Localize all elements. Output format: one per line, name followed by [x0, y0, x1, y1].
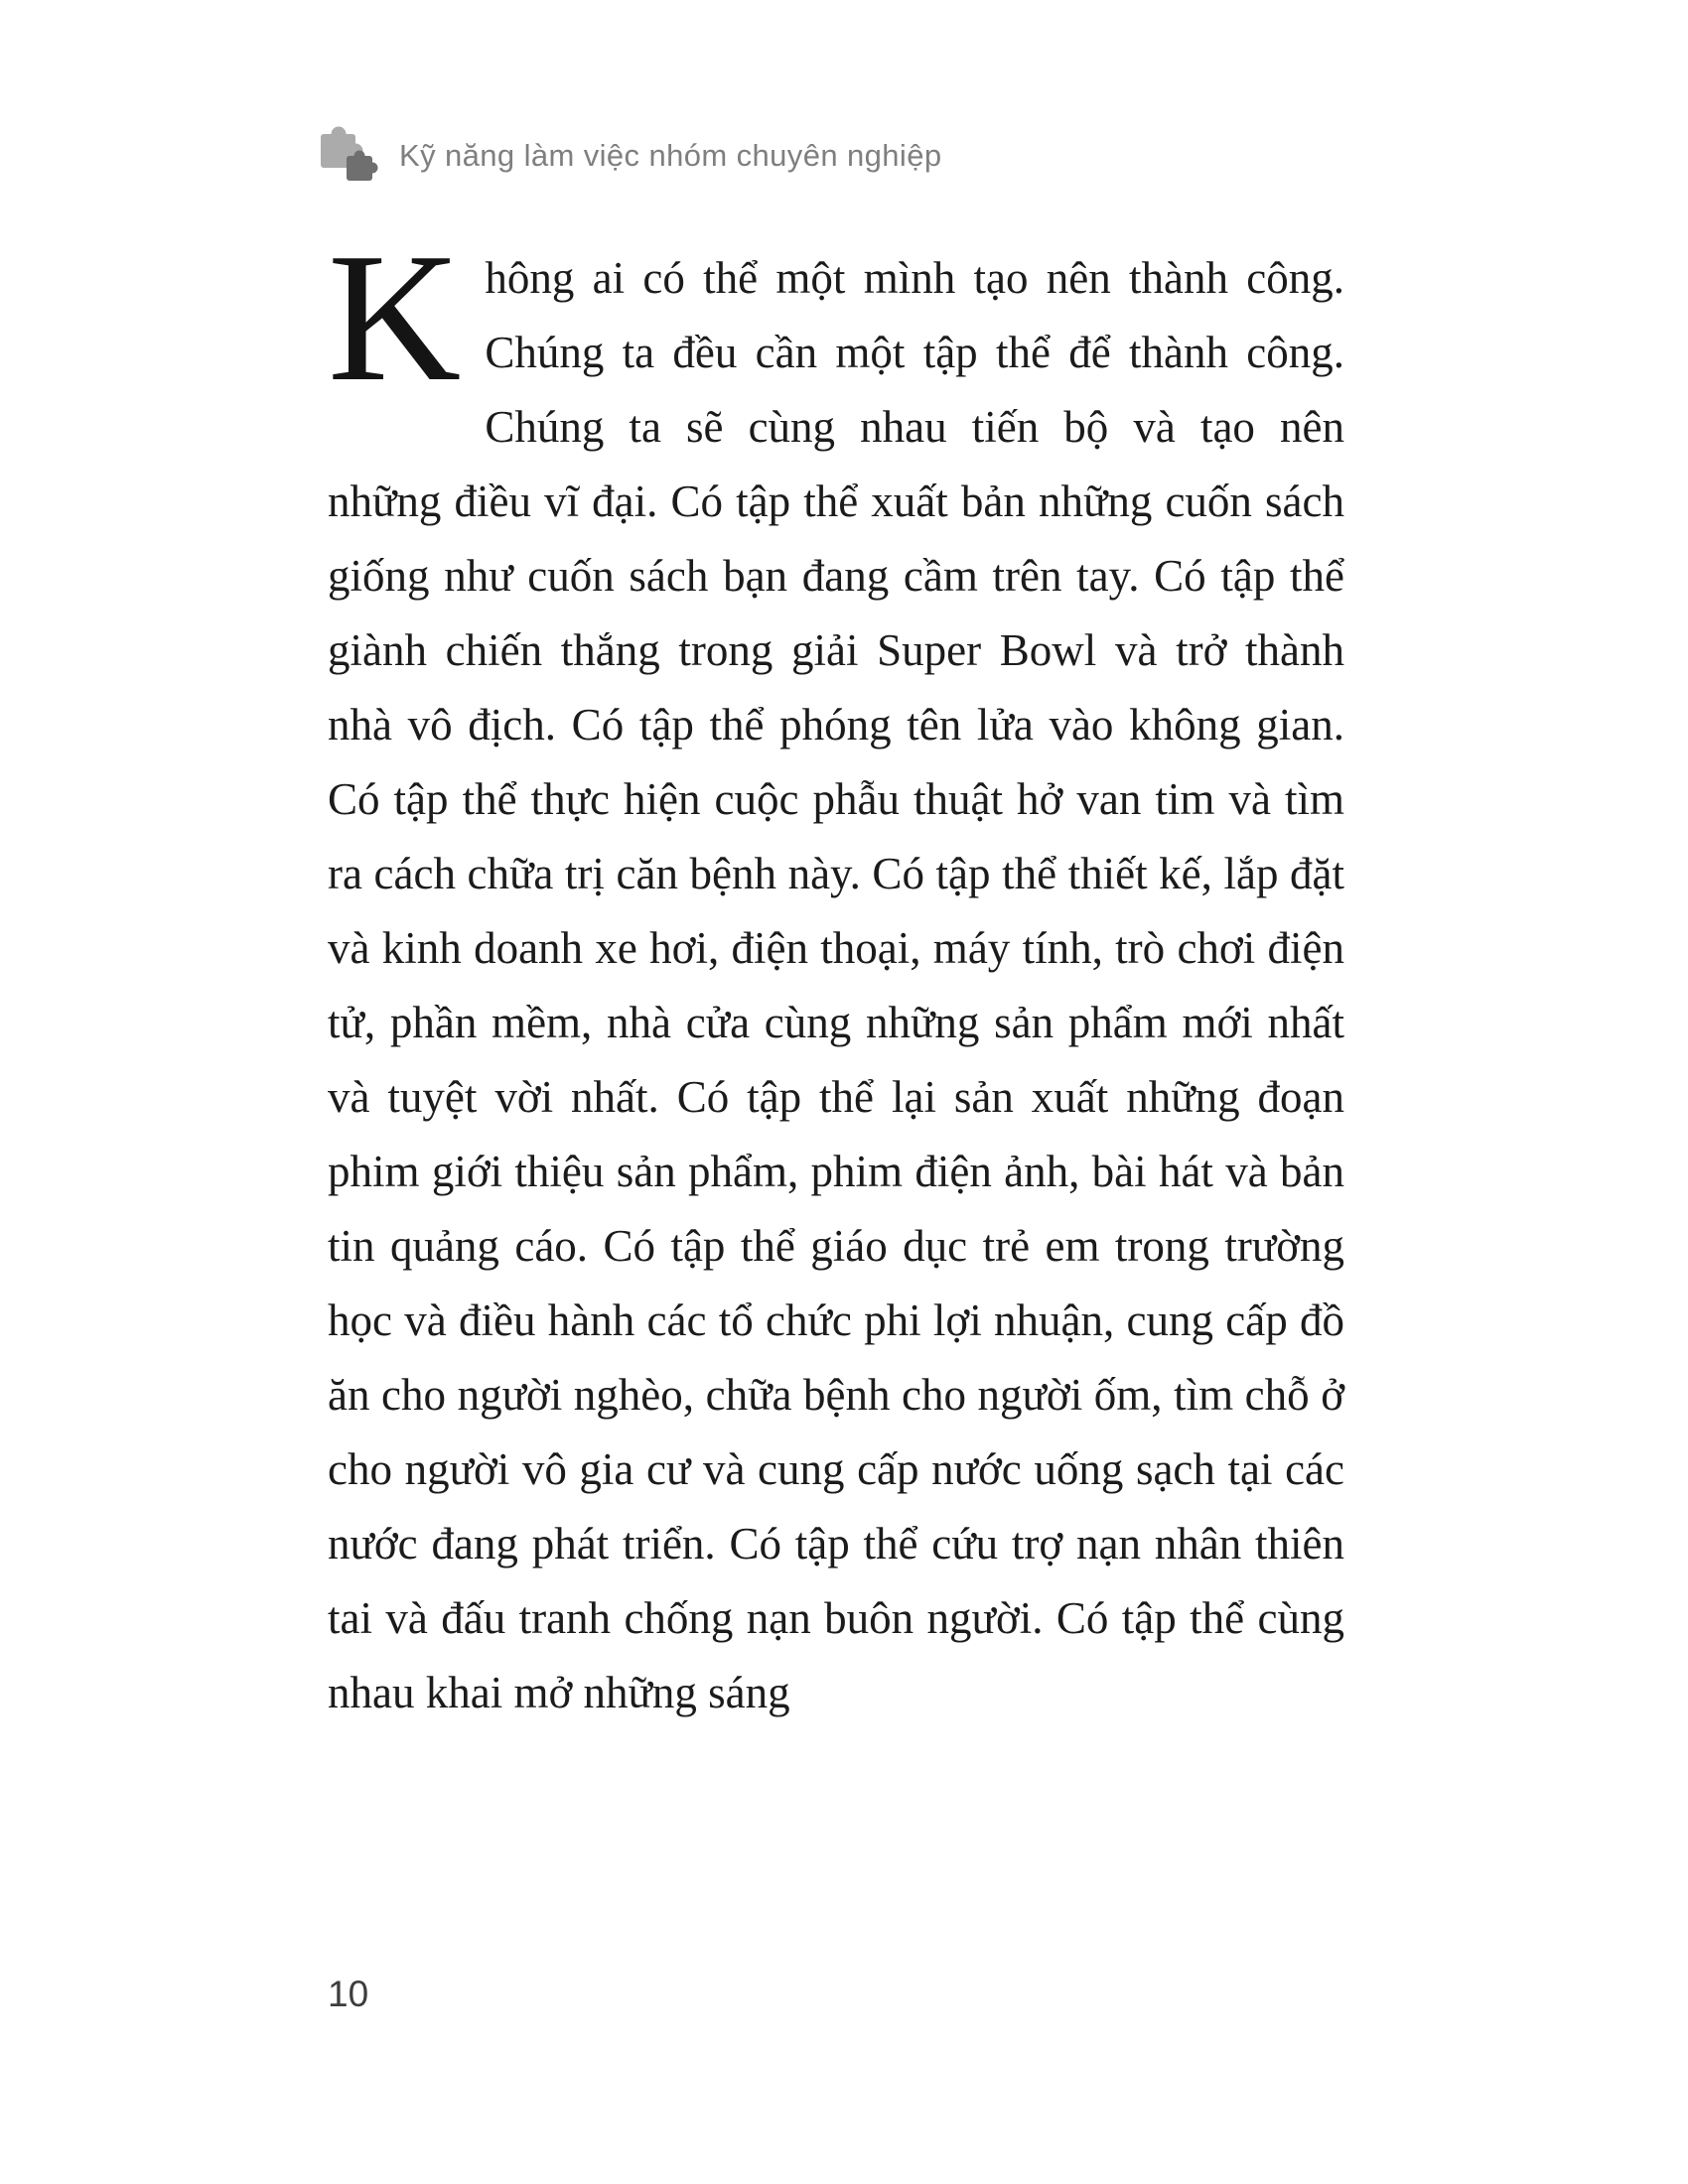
running-head-title: Kỹ năng làm việc nhóm chuyên nghiệp	[399, 138, 942, 173]
puzzle-icon	[316, 121, 379, 185]
drop-cap: K	[328, 215, 462, 420]
page-number: 10	[328, 1974, 369, 2014]
paragraph-text: hông ai có thể một mình tạo nên thành công. Chúng ta đều cần một tập thể để thành công. Chúng ta sẽ cùng nhau tiến bộ và tạo nên những điều vĩ đại. Có tập thể xuất bản những cuốn sách giống như cuốn sách bạn đang cầm trên tay. Có tập thể giành chiến thắng trong giải Super Bowl và trở thành nhà vô địch. Có tập thể phóng tên lửa vào không gian. Có tập thể thực hiện cuộc phẫu thuật hở van tim và tìm ra cách chữa trị căn bệnh này. Có tập thể thiết kế, lắp đặt và kinh doanh xe hơi, điện thoại, máy tính, trò chơi điện tử, phần mềm, nhà cửa cùng những sản phẩm mới nhất và tuyệt vời nhất. Có tập thể lại sản xuất những đoạn phim giới thiệu sản phẩm, phim điện ảnh, bài hát và bản tin quảng cáo. Có tập thể giáo dục trẻ em trong trường học và điều hành các tổ chức phi lợi nhuận, cung cấp đồ ăn cho người nghèo, chữa bệnh cho người ốm, tìm chỗ ở cho người vô gia cư và cung cấp nước uống sạch tại các nước đang phát triển. Có tập thể cứu trợ nạn nhân thiên tai và đấu tranh chống nạn buôn người. Có tập thể cùng nhau khai mở những sáng	[328, 253, 1344, 1717]
body-paragraph	[328, 215, 1344, 1730]
page-header	[316, 121, 942, 185]
